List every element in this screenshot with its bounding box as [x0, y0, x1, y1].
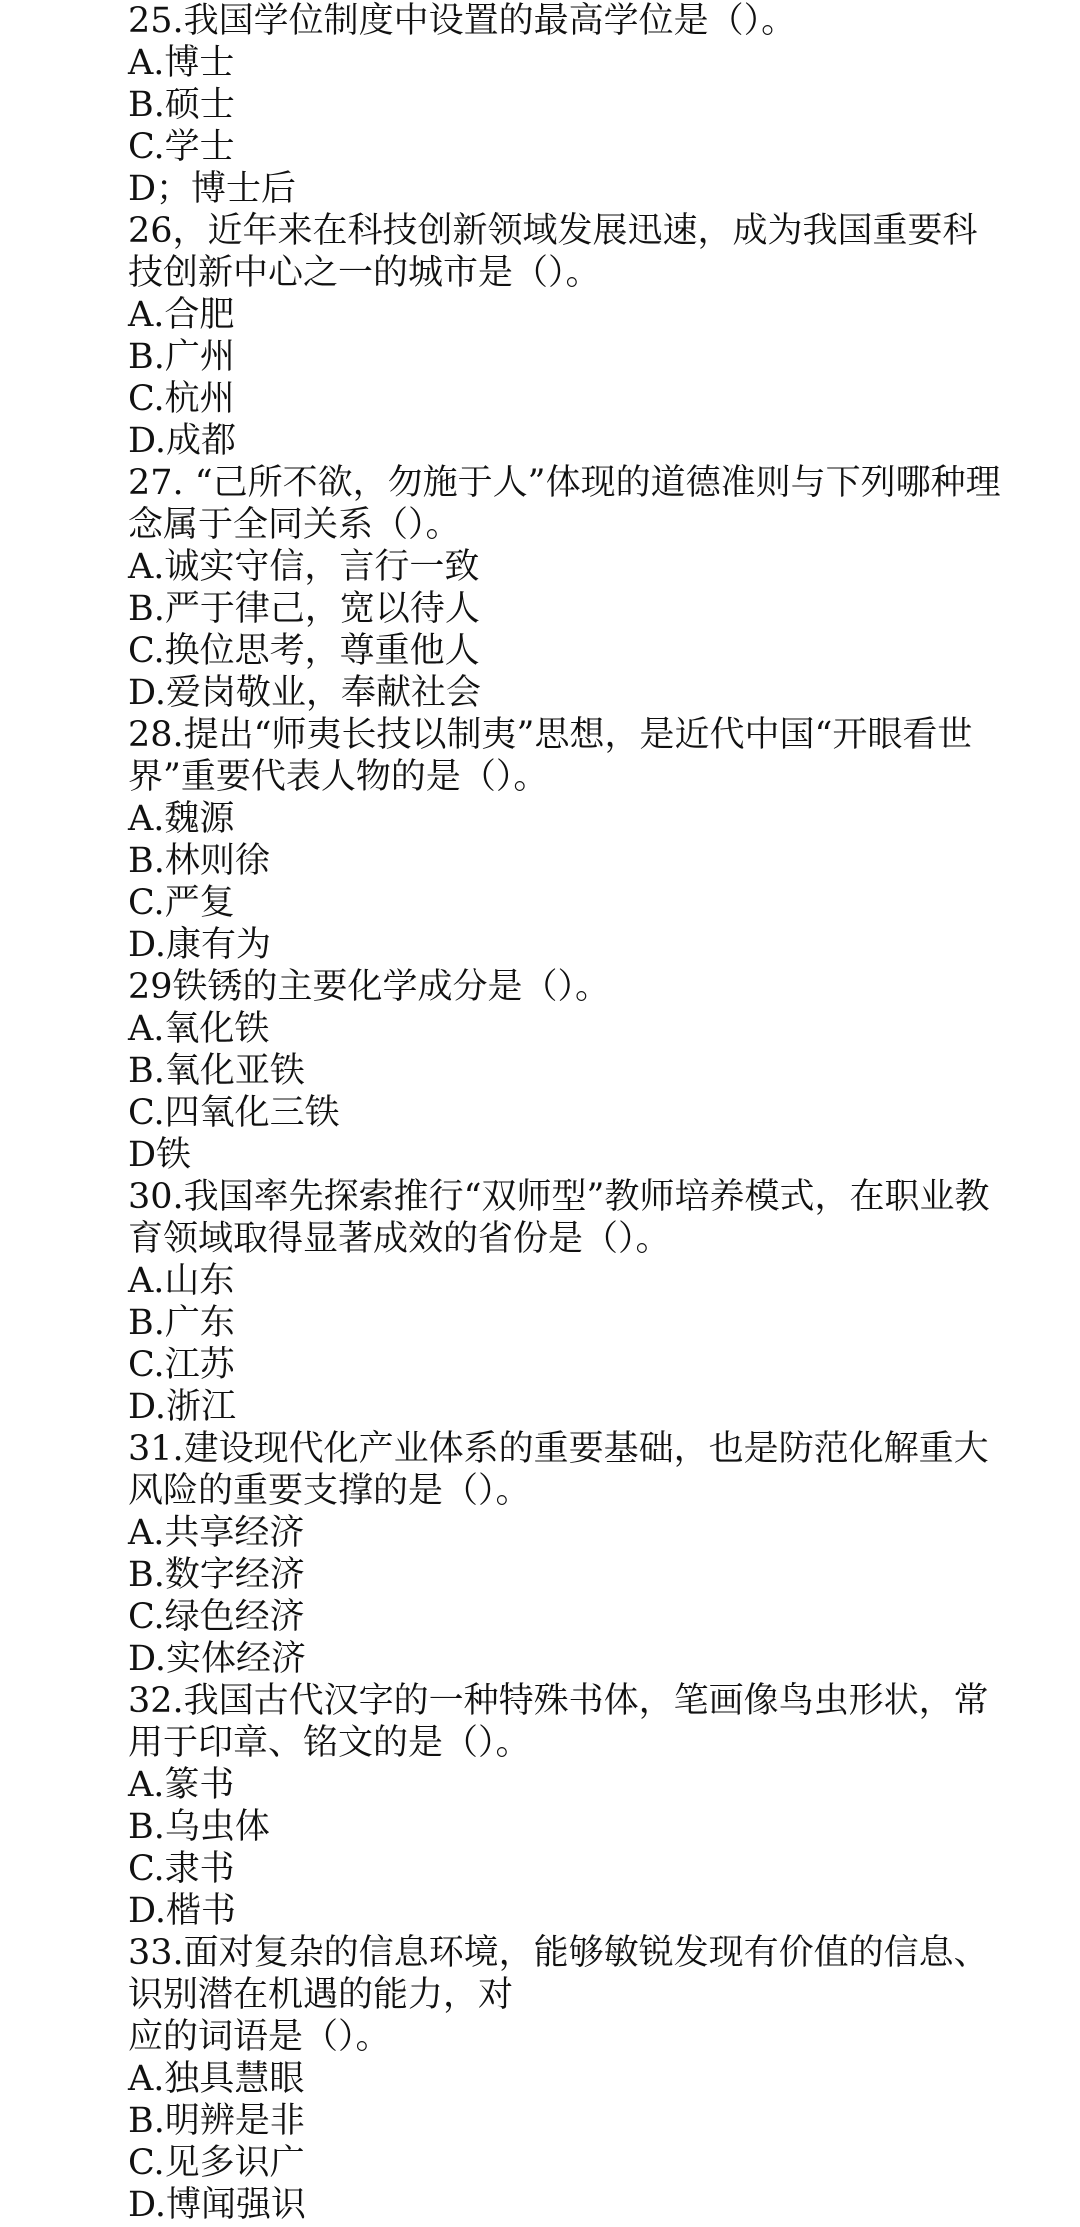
text-line: 用于印章、铭文的是（）。: [128, 1723, 531, 1763]
text-line: 育领域取得显著成效的省份是（）。: [128, 1219, 671, 1259]
text-line: C.杭州: [128, 379, 235, 419]
text-line: A.魏源: [128, 799, 235, 839]
text-line: B.林则徐: [128, 841, 270, 881]
text-line: A.共享经济: [128, 1513, 305, 1553]
text-line: C.严复: [128, 883, 235, 923]
text-line: B.广州: [128, 337, 235, 377]
text-line: 应的词语是（）。: [128, 2017, 391, 2057]
text-line: 30.我国率先探索推行“双师型”教师培养模式，在职业教: [128, 1177, 990, 1217]
text-line: B.氧化亚铁: [128, 1051, 305, 1091]
text-line: D.实体经济: [128, 1639, 306, 1679]
text-line: A.诚实守信，言行一致: [128, 547, 480, 587]
text-line: 技创新中心之一的城市是（）。: [128, 253, 601, 293]
text-line: C.学士: [128, 127, 235, 167]
text-line: C.江苏: [128, 1345, 235, 1385]
text-line: C.见多识广: [128, 2143, 305, 2183]
text-line: C.换位思考，尊重他人: [128, 631, 480, 671]
text-line: A.篆书: [128, 1765, 235, 1805]
text-line: D.康有为: [128, 925, 271, 965]
text-line: A.氧化铁: [128, 1009, 270, 1049]
text-line: 界”重要代表人物的是（）。: [128, 757, 549, 797]
text-line: D.爱岗敬业，奉献社会: [128, 673, 481, 713]
text-line: C.四氧化三铁: [128, 1093, 340, 1133]
text-line: 28.提出“师夷长技以制夷”思想，是近代中国“开眼看世: [128, 715, 973, 755]
text-line: A.独具慧眼: [128, 2059, 305, 2099]
text-line: 风险的重要支撑的是（）。: [128, 1471, 531, 1511]
text-line: D.成都: [128, 421, 236, 461]
text-line: B.广东: [128, 1303, 235, 1343]
text-line: B.严于律己，宽以待人: [128, 589, 480, 629]
text-line: 念属于全同关系（）。: [128, 505, 461, 545]
text-line: 32.我国古代汉字的一种特殊书体，笔画像鸟虫形状，常: [128, 1681, 989, 1721]
text-line: B.硕士: [128, 85, 235, 125]
text-line: D；博士后: [128, 169, 297, 209]
text-line: 识别潜在机遇的能力，对: [128, 1975, 514, 2015]
text-line: C.绿色经济: [128, 1597, 305, 1637]
text-line: 31.建设现代化产业体系的重要基础，也是防范化解重大: [128, 1429, 989, 1469]
text-line: B.数字经济: [128, 1555, 305, 1595]
text-line: 29铁锈的主要化学成分是（）。: [128, 967, 611, 1007]
text-line: D.浙江: [128, 1387, 236, 1427]
text-line: 26，近年来在科技创新领域发展迅速，成为我国重要科: [128, 211, 978, 251]
text-line: 33.面对复杂的信息环境，能够敏锐发现有价值的信息、: [128, 1933, 989, 1973]
text-line: A.山东: [128, 1261, 235, 1301]
text-line: D.楷书: [128, 1891, 236, 1931]
text-line: D铁: [128, 1135, 192, 1175]
document-text: [128, 0, 1028, 2226]
text-line: B.乌虫体: [128, 1807, 270, 1847]
text-line: D.博闻强识: [128, 2185, 306, 2225]
text-line: A.博士: [128, 43, 235, 83]
text-line: B.明辨是非: [128, 2101, 305, 2141]
text-line: 25.我国学位制度中设置的最高学位是（）。: [128, 1, 797, 41]
text-line: 27. “己所不欲，勿施于人”体现的道德准则与下列哪种理: [128, 463, 1001, 503]
text-line: C.隶书: [128, 1849, 235, 1889]
text-line: A.合肥: [128, 295, 235, 335]
